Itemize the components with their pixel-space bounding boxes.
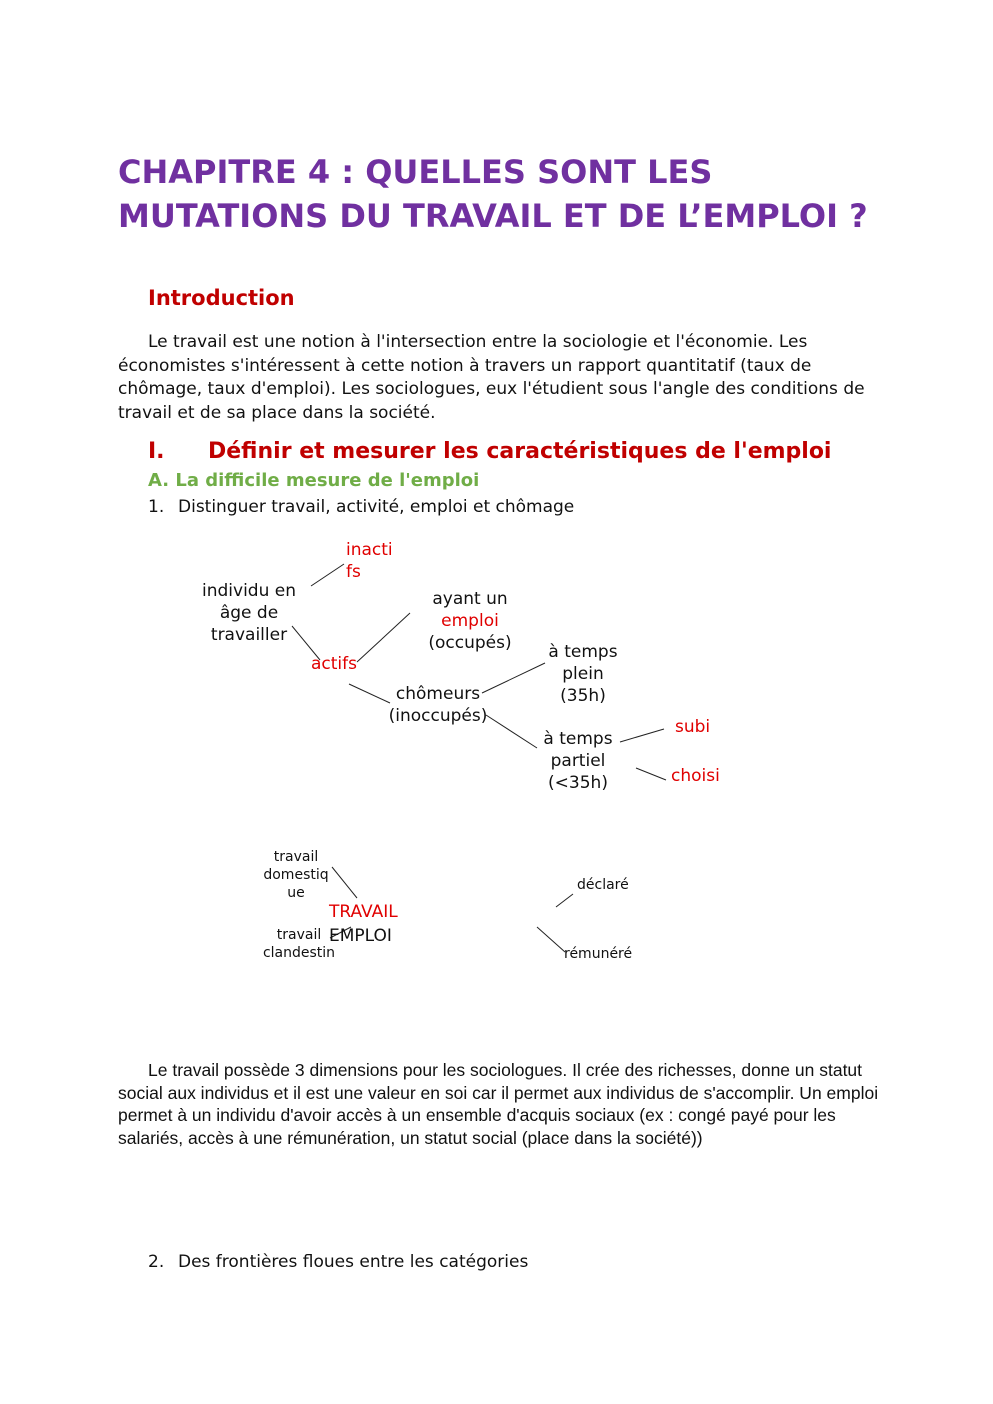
connector-line [357, 613, 410, 662]
list-item-text: Distinguer travail, activité, emploi et chômage [178, 497, 575, 517]
node-inactifs: inacti fs [346, 540, 393, 582]
list-item-text: Des frontières floues entre les catégories [178, 1252, 529, 1272]
node-chomeurs: chômeurs (inoccupés) [388, 684, 488, 726]
section-title: Définir et mesurer les caractéristiques de l'emploi [208, 439, 832, 464]
node-travail-clandestin: travail clandestin [262, 927, 336, 961]
node-travail-domestique: travail domestiq ue [263, 849, 329, 901]
intro-heading: Introduction [148, 286, 295, 310]
subsection-heading: A. La difficile mesure de l'emploi [148, 470, 480, 491]
list-item-number: 2. [148, 1252, 165, 1272]
node-declare: déclaré [577, 877, 629, 893]
node-choisi: choisi [671, 766, 720, 786]
node-temps-partiel: à temps partiel (<35h) [543, 729, 613, 793]
intro-paragraph: Le travail est une notion à l'intersection entre la sociologie et l'économie. Les économistes s'intéressent à cette notion à travers un rapport quantitatif (taux de chômage, taux d'emploi). Les sociologues, eux l'étudient sous l'angle des conditions de travail et de sa place dans la société. [118, 332, 865, 423]
connector-line [556, 894, 573, 907]
node-emploi: ayant un emploi (occupés) [428, 589, 512, 653]
node-temps-plein: à temps plein (35h) [548, 642, 618, 706]
connector-line [636, 768, 666, 780]
connector-line [537, 927, 565, 952]
section-number: I. [148, 439, 165, 464]
node-actifs: actifs [311, 654, 357, 674]
connector-line [311, 564, 344, 586]
node-remunere: rémunéré [564, 946, 633, 962]
node-individu: individu en âge de travailler [202, 581, 296, 645]
node-subi: subi [675, 717, 711, 737]
sociology-paragraph: Le travail possède 3 dimensions pour les sociologues. Il crée des richesses, donne un statut social aux individus et il est une valeur en soi car il permet aux individus de s'accomplir. Un emploi permet à un individu d'avoir accès à un ensemble d'acquis sociaux (ex : congé payé pour les salariés, accès à une rémunération, un statut social (place dans la société)) [118, 1060, 879, 1148]
node-emploi-2: EMPLOI [329, 926, 392, 946]
chapter-title: CHAPITRE 4 : QUELLES SONT LES MUTATIONS DU TRAVAIL ET DE L’EMPLOI ? [118, 153, 868, 235]
list-item-number: 1. [148, 497, 165, 517]
node-travail: TRAVAIL [329, 902, 398, 922]
list-item [148, 1252, 528, 1272]
